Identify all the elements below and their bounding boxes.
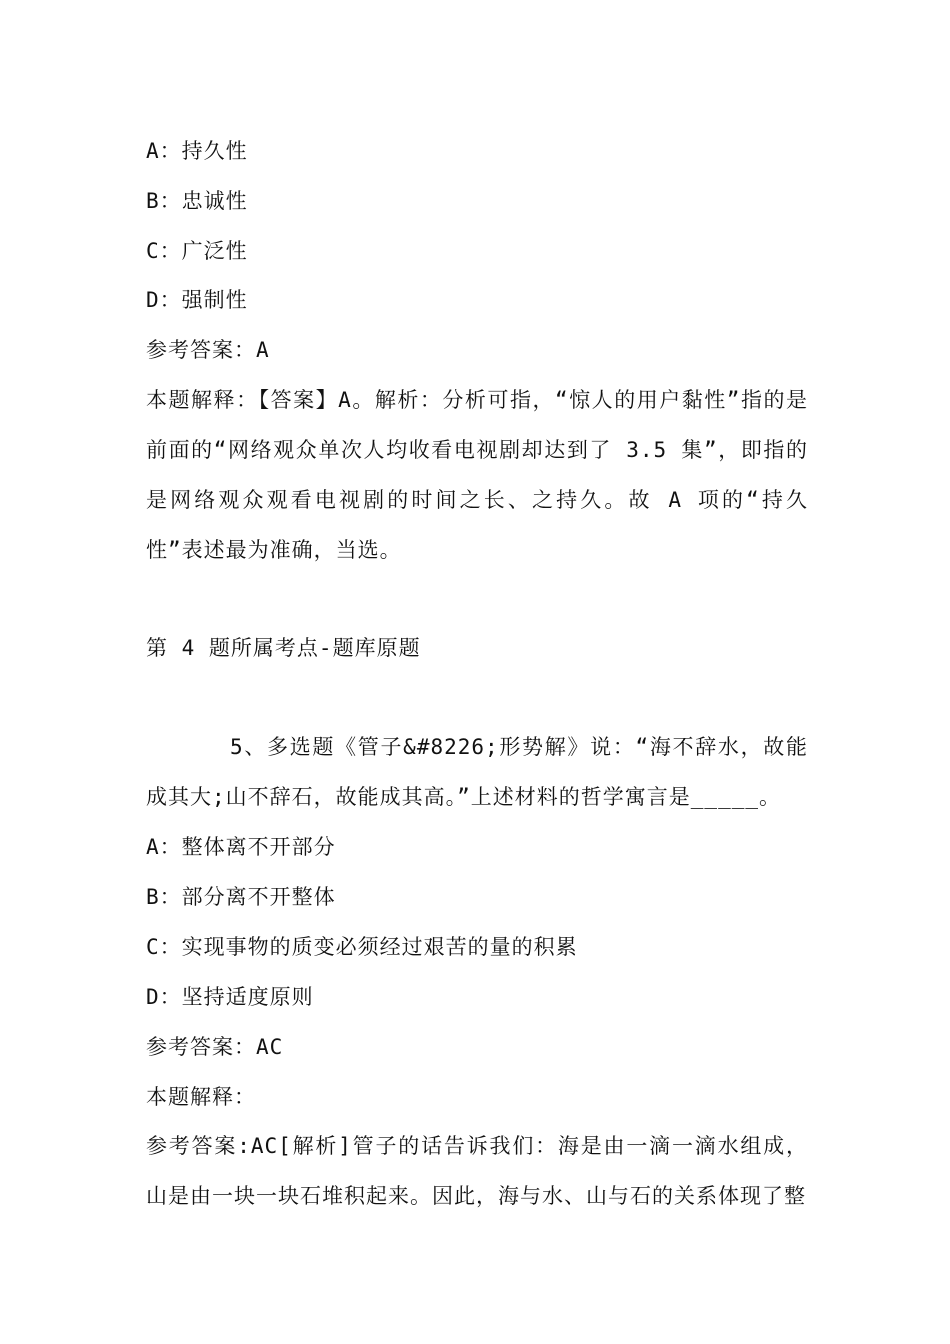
q5-question: 5、多选题《管子&#8226;形势解》说：“海不辞水，故能成其大;山不辞石，故能成其高。”上述材料的哲学寓言是_____。	[146, 735, 808, 809]
q5-option-d: D：坚持适度原则	[146, 985, 314, 1009]
q4-option-b: B：忠诚性	[146, 189, 248, 213]
q5-answer: 参考答案：AC	[146, 1035, 284, 1059]
q5-option-b: B：部分离不开整体	[146, 885, 336, 909]
q4-option-c: C：广泛性	[146, 239, 248, 263]
q5-option-c: C：实现事物的质变必须经过艰苦的量的积累	[146, 935, 578, 959]
q5-explanation: 参考答案:AC[解析]管子的话告诉我们：海是由一滴一滴水组成，山是由一块一块石堆积起来。因此，海与水、山与石的关系体现了整	[146, 1134, 808, 1208]
q4-option-a: A：持久性	[146, 139, 248, 163]
q4-explanation: 本题解释：【答案】A。解析：分析可指，“惊人的用户黏性”指的是前面的“网络观众单次人均收看电视剧却达到了 3.5 集”，即指的是网络观众观看电视剧的时间之长、之持久。故 A 项的“持久性”表述最为准确，当选。	[146, 388, 808, 562]
q4-option-d: D：强制性	[146, 288, 248, 312]
q5-option-a: A：整体离不开部分	[146, 835, 336, 859]
q4-topic: 第 4 题所属考点-题库原题	[146, 636, 421, 660]
q5-explanation-label: 本题解释：	[146, 1085, 256, 1109]
q4-answer: 参考答案：A	[146, 338, 270, 362]
